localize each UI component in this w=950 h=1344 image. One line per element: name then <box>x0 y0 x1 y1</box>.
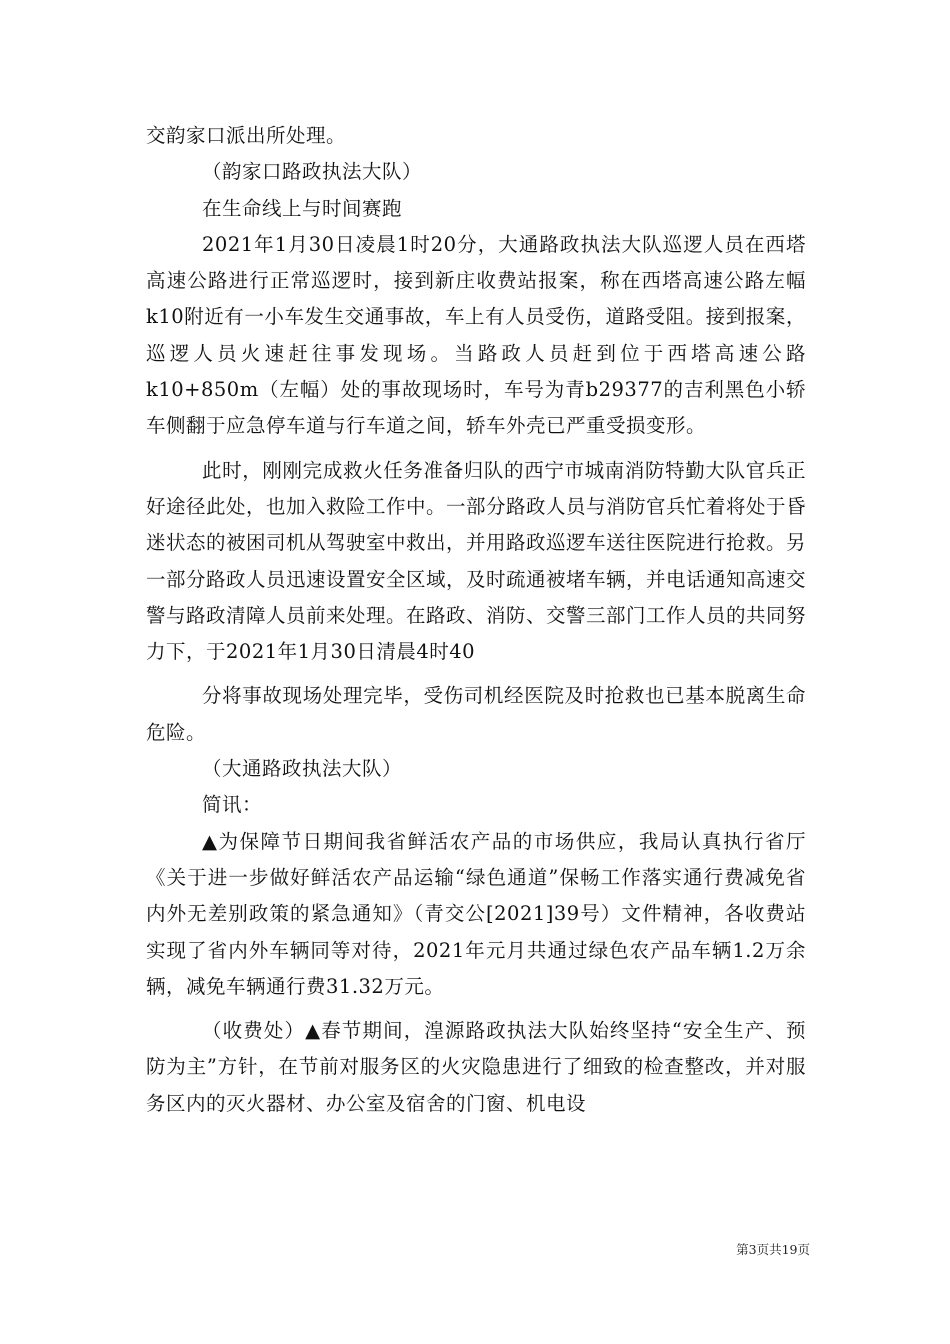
document-body <box>146 118 806 1122</box>
page-number: 第3页共19页 <box>736 1242 810 1257</box>
paragraph-spring-festival: （收费处）▲春节期间，湟源路政执法大队始终坚持“安全生产、预防为主”方针，在节前对服务区的火灾隐患进行了细致的检查整改，并对服务区内的灭火器材、办公室及宿舍的门窗、机电设 <box>146 1019 806 1115</box>
article-title: 在生命线上与时间赛跑 <box>202 196 403 220</box>
paragraph-continuation: 交韵家口派出所处理。 <box>146 124 347 147</box>
paragraph-accident-report: 2021年1月30日凌晨1时20分，大通路政执法大队巡逻人员在西塔高速公路进行正常巡逻时，接到新庄收费站报案，称在西塔高速公路左幅k10附近有一小车发生交通事故，车上有人员受伤，道路受阻。接到报案，巡逻人员火速赶往事发现场。当路政人员赶到位于西塔高速公路k10+850m（左幅）处的事故现场时，车号为青b29377的吉利黑色小轿车侧翻于应急停车道与行车道之间，轿车外壳已严重受损变形。 <box>146 232 806 438</box>
section-heading-brief: 简讯： <box>202 793 263 817</box>
paragraph-source-yunjiakou: （韵家口路政执法大队） <box>202 160 423 184</box>
paragraph-green-channel: ▲为保障节日期间我省鲜活农产品的市场供应，我局认真执行省厅《关于进一步做好鲜活农产品运输“绿色通道”保畅工作落实通行费减免省内外无差别政策的紧急通知》（青交公[2021]39号）文件精神，各收费站实现了省内外车辆同等对待，2021年元月共通过绿色农产品车辆1.2万余辆，减免车辆通行费31.32万元。 <box>146 829 806 998</box>
paragraph-source-datong: （大通路政执法大队） <box>202 757 403 781</box>
paragraph-rescue: 此时，刚刚完成救火任务准备归队的西宁市城南消防特勤大队官兵正好途径此处，也加入救险工作中。一部分路政人员与消防官兵忙着将处于昏迷状态的被困司机从驾驶室中救出，并用路政巡逻车送往医院进行抢救。另一部分路政人员迅速设置安全区域，及时疏通被堵车辆，并电话通知高速交警与路政清障人员前来处理。在路政、消防、交警三部门工作人员的共同努力下，于2021年1月30日清晨4时40 <box>146 458 807 664</box>
paragraph-rescue-end: 分将事故现场处理完毕，受伤司机经医院及时抢救也已基本脱离生命危险。 <box>146 684 806 744</box>
